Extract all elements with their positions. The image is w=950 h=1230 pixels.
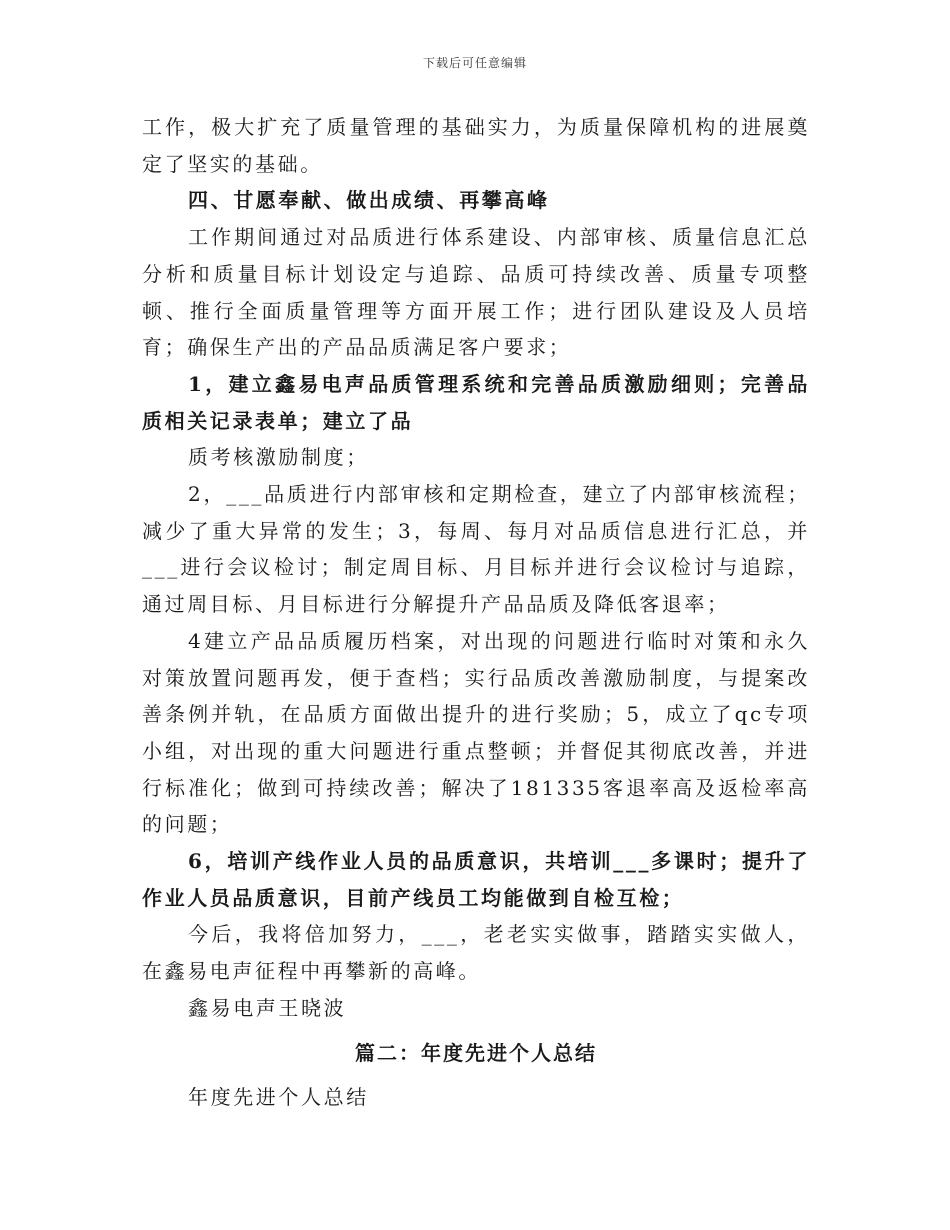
document-body bbox=[142, 109, 810, 1116]
section-two-title: 篇二：年度先进个人总结 bbox=[355, 1040, 597, 1065]
signature-line: 鑫易电声王晓波 bbox=[188, 995, 347, 1020]
paragraph-continuation: 工作，极大扩充了质量管理的基础实力，为质量保障机构的进展奠定了坚实的基础。 bbox=[142, 115, 810, 176]
paragraph-item-1-cont: 质考核激励制度； bbox=[188, 445, 369, 470]
page-header-note: 下载后可任意编辑 bbox=[422, 56, 527, 70]
paragraph-item-6: 6，培训产线作业人员的品质意识，共培训___多课时；提升了作业人员品质意识，目前产线员工均能做到自检互检； bbox=[142, 849, 810, 910]
paragraph-future: 今后，我将倍加努力，___，老老实实做事，踏踏实实做人，在鑫易电声征程中再攀新的高峰。 bbox=[142, 922, 810, 984]
paragraph-item-4-5: 4建立产品品质履历档案，对出现的问题进行临时对策和永久对策放置问题再发，便于查档；实行品质改善激励制度，与提案改善条例并轨，在品质方面做出提升的进行奖励；5，成立了qc专项小组，对出现的重大问题进行重点整顿；并督促其彻底改善，并进行标准化；做到可持续改善；解决了181335客退率高及返检率高的问题； bbox=[142, 628, 810, 837]
paragraph-item-1: 1，建立鑫易电声品质管理系统和完善品质激励细则；完善品质相关记录表单；建立了品 bbox=[142, 371, 810, 433]
paragraph-item-2-3: 2，___品质进行内部审核和定期检查，建立了内部审核流程；减少了重大异常的发生；3，每周、每月对品质信息进行汇总，并___进行会议检讨；制定周目标、月目标并进行会议检讨与追踪，通过周目标、月目标进行分解提升产品品质及降低客退率； bbox=[142, 482, 810, 617]
paragraph-section-two-start: 年度先进个人总结 bbox=[188, 1085, 369, 1110]
paragraph-work-overview: 工作期间通过对品质进行体系建设、内部审核、质量信息汇总分析和质量目标计划设定与追踪、品质可持续改善、质量专项整顿、推行全面质量管理等方面开展工作；进行团队建设及人员培育；确保生产出的产品品质满足客户要求； bbox=[142, 225, 810, 360]
section-heading-four: 四、甘愿奉献、做出成绩、再攀高峰 bbox=[188, 188, 550, 213]
